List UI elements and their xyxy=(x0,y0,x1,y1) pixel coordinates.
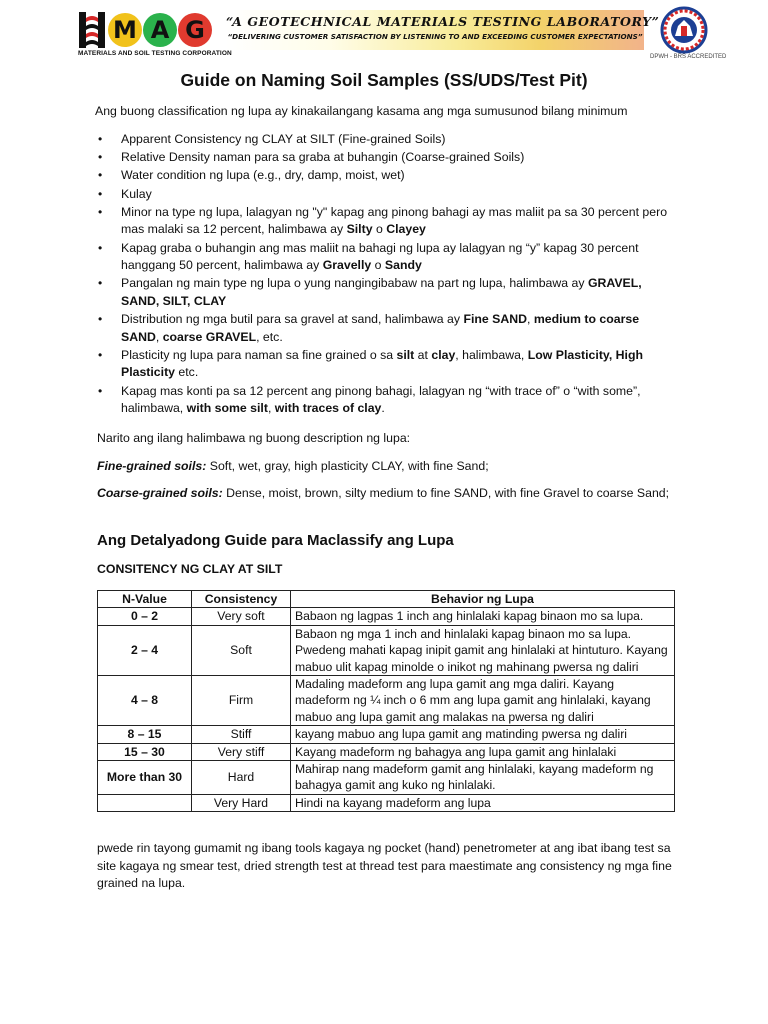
logo-subtitle: MATERIALS AND SOIL TESTING CORPORATION xyxy=(78,50,232,57)
logo-letter-g: G xyxy=(178,13,212,47)
fine-grained-label: Fine-grained soils: xyxy=(97,459,207,473)
table-row xyxy=(98,625,675,675)
table-row xyxy=(98,726,675,743)
table-row xyxy=(98,676,675,726)
page-title: Guide on Naming Soil Samples (SS/UDS/Test Pit) xyxy=(180,70,588,90)
table-row xyxy=(98,608,675,625)
tagline-banner xyxy=(226,10,660,50)
nvalue-cell: 0 – 2 xyxy=(98,608,192,625)
behavior-cell: Mahirap nang madeform gamit ang hinlalaki, kayang madeform ng bahagya gamit ang kuko ng hinlalaki. xyxy=(291,761,675,795)
list-item: • Kapag graba o buhangin ang mas maliit na bahagi ng lupa ay lalagyan ng “y” kapag 30 percent hanggang 50 percent, halimbawa ay Gravelly o Sandy xyxy=(97,240,677,275)
list-item: • Kulay xyxy=(97,186,677,204)
examples-intro: Narito ang ilang halimbawa ng buong description ng lupa: xyxy=(97,431,411,445)
dpwh-seal xyxy=(650,6,727,64)
logo-wordmark xyxy=(78,10,213,50)
consistency-cell: Stiff xyxy=(192,726,291,743)
classification-list xyxy=(97,131,677,418)
nvalue-cell xyxy=(98,794,192,811)
seal-label: DPWH - BRS ACCREDITED xyxy=(650,54,727,60)
closing-paragraph: pwede rin tayong gumamit ng ibang tools kagaya ng pocket (hand) penetrometer at ang ibat ibang test sa site kagaya ng smear test, dried strength test at thread test para maestimate ang consistency ng mga fine grained na lupa. xyxy=(97,841,672,890)
list-item: • Kapag mas konti pa sa 12 percent ang pinong bahagi, lalagyan ng “with trace of” o “with some”, halimbawa, with some silt, with traces of clay. xyxy=(97,383,677,418)
behavior-cell: Hindi na kayang madeform ang lupa xyxy=(291,794,675,811)
consistency-cell: Very Hard xyxy=(192,794,291,811)
behavior-cell: kayang mabuo ang lupa gamit ang matinding pwersa ng daliri xyxy=(291,726,675,743)
list-item: • Minor na type ng lupa, lalagyan ng "y" kapag ang pinong bahagi ay mas maliit pa sa 30 percent pero mas malaki sa 12 percent, halimbawa ay Silty o Clayey xyxy=(97,204,677,239)
table-header-row xyxy=(98,591,675,608)
nvalue-cell: 8 – 15 xyxy=(98,726,192,743)
table-row xyxy=(98,761,675,795)
column-header-nvalue: N-Value xyxy=(98,591,192,608)
section-heading: Ang Detalyadong Guide para Maclassify ang Lupa xyxy=(97,532,454,549)
fine-grained-example xyxy=(97,458,489,476)
behavior-cell: Babaon ng mga 1 inch and hinlalaki kapag binaon mo sa lupa. Pwedeng mahati kapag inipit gamit ang hinlalaki at hintuturo. Kayang mabuo ulit kapag minolde o inikot ng mahinang pwersa ng daliri xyxy=(291,625,675,675)
nvalue-cell: 15 – 30 xyxy=(98,743,192,760)
coarse-grained-example xyxy=(97,485,677,503)
list-item: • Plasticity ng lupa para naman sa fine grained o sa silt at clay, halimbawa, Low Plasticity, High Plasticity etc. xyxy=(97,347,677,382)
h-symbol-icon xyxy=(78,10,106,50)
fine-grained-text: Soft, wet, gray, high plasticity CLAY, with fine Sand; xyxy=(206,459,489,473)
column-header-consistency: Consistency xyxy=(192,591,291,608)
dpwh-seal-icon xyxy=(659,6,709,54)
list-item: • Pangalan ng main type ng lupa o yung nangingibabaw na part ng lupa, halimbawa ay GRAVEL, SAND, SILT, CLAY xyxy=(97,275,677,310)
list-item: • Water condition ng lupa (e.g., dry, damp, moist, wet) xyxy=(97,167,677,185)
subtagline: “DELIVERING CUSTOMER SATISFACTION BY LISTENING TO AND EXCEEDING CUSTOMER EXPECTATIONS” xyxy=(227,32,643,41)
table-row xyxy=(98,743,675,760)
consistency-cell: Soft xyxy=(192,625,291,675)
company-logo xyxy=(78,6,232,62)
column-header-behavior: Behavior ng Lupa xyxy=(291,591,675,608)
list-item: • Distribution ng mga butil para sa gravel at sand, halimbawa ay Fine SAND, medium to coarse SAND, coarse GRAVEL, etc. xyxy=(97,311,677,346)
table-row xyxy=(98,794,675,811)
list-item: • Relative Density naman para sa graba at buhangin (Coarse-grained Soils) xyxy=(97,149,677,167)
consistency-cell: Very soft xyxy=(192,608,291,625)
consistency-cell: Very stiff xyxy=(192,743,291,760)
behavior-cell: Babaon ng lagpas 1 inch ang hinlalaki kapag binaon mo sa lupa. xyxy=(291,608,675,625)
nvalue-cell: More than 30 xyxy=(98,761,192,795)
tagline: “A GEOTECHNICAL MATERIALS TESTING LABORATORY” xyxy=(226,14,660,29)
letterhead xyxy=(78,6,727,64)
intro-paragraph: Ang buong classification ng lupa ay kinakailangang kasama ang mga sumusunod bilang minimum xyxy=(95,104,628,118)
coarse-grained-label: Coarse-grained soils: xyxy=(97,486,223,500)
logo-letter-m: M xyxy=(108,13,142,47)
consistency-cell: Hard xyxy=(192,761,291,795)
behavior-cell: Madaling madeform ang lupa gamit ang mga daliri. Kayang madeform ng ¼ inch o 6 mm ang lupa gamit ang hinlalaki, kayang mabuo ang lupa gamit ang malakas na pwersa ng daliri xyxy=(291,676,675,726)
nvalue-cell: 4 – 8 xyxy=(98,676,192,726)
consistency-cell: Firm xyxy=(192,676,291,726)
consistency-table xyxy=(97,590,675,812)
subsection-heading: CONSITENCY NG CLAY AT SILT xyxy=(97,562,283,576)
list-item: • Apparent Consistency ng CLAY at SILT (Fine-grained Soils) xyxy=(97,131,677,149)
coarse-grained-text: Dense, moist, brown, silty medium to fine SAND, with fine Gravel to coarse Sand; xyxy=(222,486,670,500)
logo-letter-a: A xyxy=(143,13,177,47)
behavior-cell: Kayang madeform ng bahagya ang lupa gamit ang hinlalaki xyxy=(291,743,675,760)
nvalue-cell: 2 – 4 xyxy=(98,625,192,675)
